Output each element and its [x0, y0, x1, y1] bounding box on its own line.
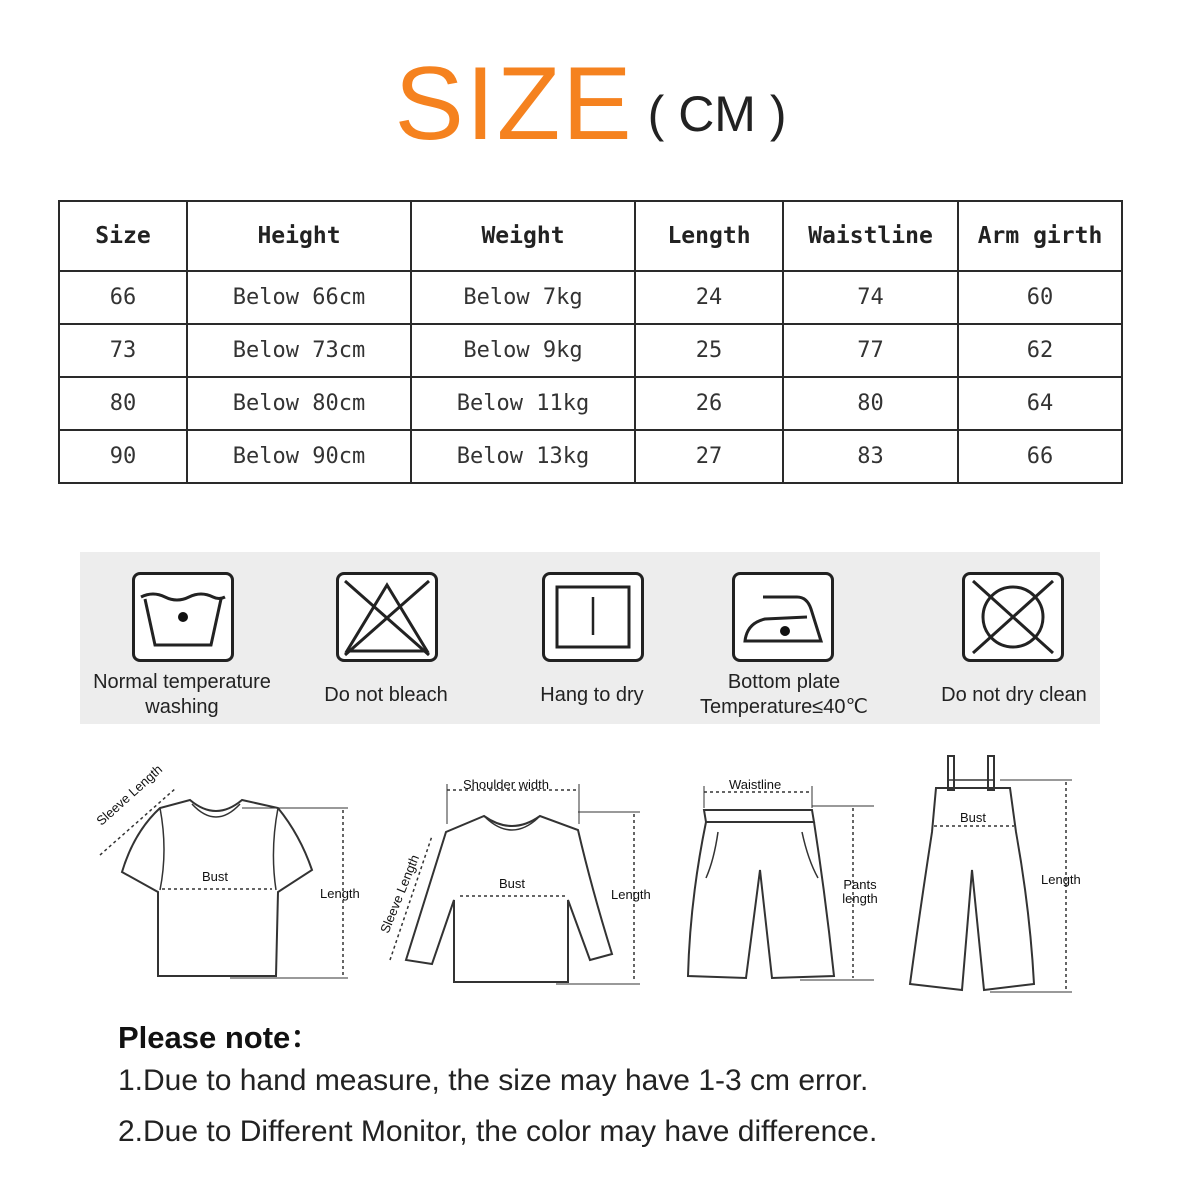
table-cell: 77: [783, 324, 958, 377]
care-item-dry-clean: [896, 552, 1100, 724]
column-header: Waistline: [783, 201, 958, 271]
care-item-iron: [692, 552, 896, 724]
column-header: Size: [59, 201, 187, 271]
care-item-washing: [80, 552, 284, 724]
table-cell: 25: [635, 324, 783, 377]
care-item-hang-dry: [488, 552, 692, 724]
hang-dry-icon: [542, 572, 644, 662]
table-cell: 60: [958, 271, 1122, 324]
table-cell: 62: [958, 324, 1122, 377]
table-cell: 66: [59, 271, 187, 324]
overalls-length-label: Length: [1041, 872, 1081, 887]
table-header-row: [59, 201, 1122, 271]
table-cell: 64: [958, 377, 1122, 430]
page-title: [0, 46, 1181, 162]
shorts-pants-length-label: Pants length: [842, 877, 878, 906]
table-cell: 27: [635, 430, 783, 483]
tshirt-sleeve-label: Sleeve Length: [93, 761, 166, 829]
table-cell: 24: [635, 271, 783, 324]
table-cell: 80: [783, 377, 958, 430]
column-header: Arm girth: [958, 201, 1122, 271]
table-cell: Below 90cm: [187, 430, 411, 483]
care-label: Do not dry clean: [941, 684, 1087, 706]
table-cell: Below 9kg: [411, 324, 635, 377]
sweater-shoulder-label: Shoulder width: [463, 777, 549, 792]
table-cell: Below 7kg: [411, 271, 635, 324]
unit-label: ( CM ): [647, 86, 787, 142]
table-cell: 90: [59, 430, 187, 483]
notes-title: Please note：: [118, 1020, 322, 1055]
table-cell: Below 80cm: [187, 377, 411, 430]
sweater-length-label: Length: [611, 887, 651, 902]
note-line-1: 1.Due to hand measure, the size may have 1-3 cm error.: [118, 1064, 869, 1097]
measurement-diagrams: [0, 740, 1181, 1010]
size-title: SIZE: [394, 46, 634, 162]
tshirt-bust-label: Bust: [202, 869, 229, 884]
overalls-bust-label: Bust: [960, 810, 987, 825]
sweater-bust-label: Bust: [499, 876, 526, 891]
table-cell: 74: [783, 271, 958, 324]
column-header: Weight: [411, 201, 635, 271]
iron-icon: [732, 572, 834, 662]
table-cell: 80: [59, 377, 187, 430]
table-row: [59, 377, 1122, 430]
table-cell: Below 11kg: [411, 377, 635, 430]
shorts-waist-label: Waistline: [729, 777, 782, 792]
table-cell: 26: [635, 377, 783, 430]
table-cell: 66: [958, 430, 1122, 483]
care-label: Hang to dry: [540, 684, 644, 706]
care-label: Do not bleach: [324, 684, 448, 706]
table-row: [59, 324, 1122, 377]
table-cell: Below 73cm: [187, 324, 411, 377]
care-label: Normal temperature washing: [93, 671, 271, 718]
wash-tub-icon: [132, 572, 234, 662]
table-cell: 83: [783, 430, 958, 483]
no-dry-clean-icon: [962, 572, 1064, 662]
table-row: [59, 430, 1122, 483]
care-instructions-panel: [80, 552, 1100, 724]
care-label: Bottom plate Temperature≤40℃: [700, 671, 868, 718]
table-cell: Below 13kg: [411, 430, 635, 483]
table-cell: 73: [59, 324, 187, 377]
column-header: Height: [187, 201, 411, 271]
size-table: [58, 200, 1123, 484]
table-row: [59, 271, 1122, 324]
column-header: Length: [635, 201, 783, 271]
table-cell: Below 66cm: [187, 271, 411, 324]
sweater-sleeve-label: Sleeve Length: [377, 852, 423, 936]
no-bleach-icon: [336, 572, 438, 662]
tshirt-length-label: Length: [320, 886, 360, 901]
note-line-2: 2.Due to Different Monitor, the color may have difference.: [118, 1115, 878, 1148]
care-item-bleach: [284, 552, 488, 724]
